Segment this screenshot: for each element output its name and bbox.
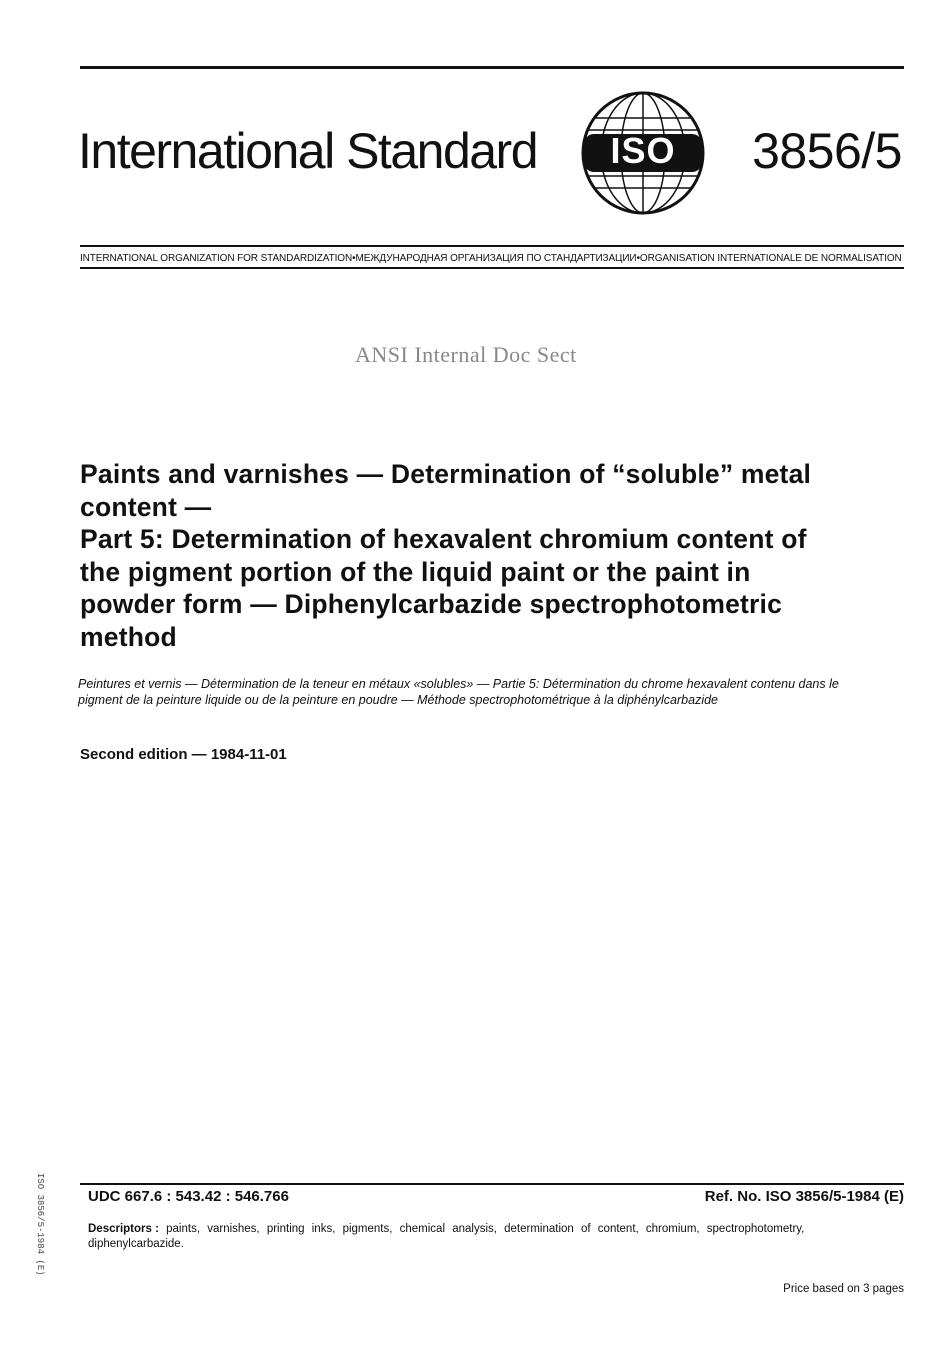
- title-line: content —: [80, 491, 212, 522]
- organization-line: INTERNATIONAL ORGANIZATION FOR STANDARDIZATION•МЕЖДУНАРОДНАЯ ОРГАНИЗАЦИЯ ПО СТАНДАРТИЗАЦИИ•ORGANISATION INTERNATIONALE DE NORMALISATION: [80, 253, 902, 264]
- top-rule: [80, 66, 904, 69]
- ansi-stamp: ANSI Internal Doc Sect: [355, 342, 577, 367]
- standard-number: 3856/5: [752, 123, 902, 179]
- descriptors: [88, 1222, 904, 1252]
- org-rule-top: [80, 245, 904, 247]
- price-note: Price based on 3 pages: [783, 1283, 904, 1295]
- descriptors-label: Descriptors :: [88, 1223, 159, 1235]
- document-title: [80, 458, 910, 653]
- title-line: Paints and varnishes — Determination of “soluble” metal: [80, 459, 812, 489]
- udc-code: UDC 667.6 : 543.42 : 546.766: [88, 1188, 289, 1205]
- org-rule-bottom: [80, 267, 904, 269]
- edition: Second edition — 1984-11-01: [80, 746, 287, 763]
- descriptors-text: paints, varnishes, printing inks, pigments, chemical analysis, determination of content, chromium, spectrophotometry, diphenylcarbazide.: [88, 1223, 805, 1250]
- french-title: Peintures et vernis — Détermination de la teneur en métaux «solubles» — Partie 5: Détermination du chrome hexavalent contenu dans le pigment de la peinture liquide ou de la peinture en poudre — Méthode spectrophotométrique à la diphénylcarbazide: [78, 677, 839, 707]
- footer-rule: [80, 1183, 904, 1185]
- title-line: method: [80, 621, 177, 652]
- reference-number: Ref. No. ISO 3856/5-1984 (E): [704, 1188, 904, 1205]
- title-line: powder form — Diphenylcarbazide spectrophotometric: [80, 589, 783, 619]
- iso-logo: [580, 90, 706, 216]
- iso-logo-text: ISO: [610, 130, 676, 171]
- side-code-text: ISO 3856/5-1984 (E): [35, 1173, 45, 1276]
- side-code: [30, 1173, 50, 1298]
- title-line: Part 5: Determination of hexavalent chromium content of: [80, 524, 807, 554]
- header-title: International Standard: [78, 123, 538, 179]
- title-line: the pigment portion of the liquid paint or the paint in: [80, 556, 751, 587]
